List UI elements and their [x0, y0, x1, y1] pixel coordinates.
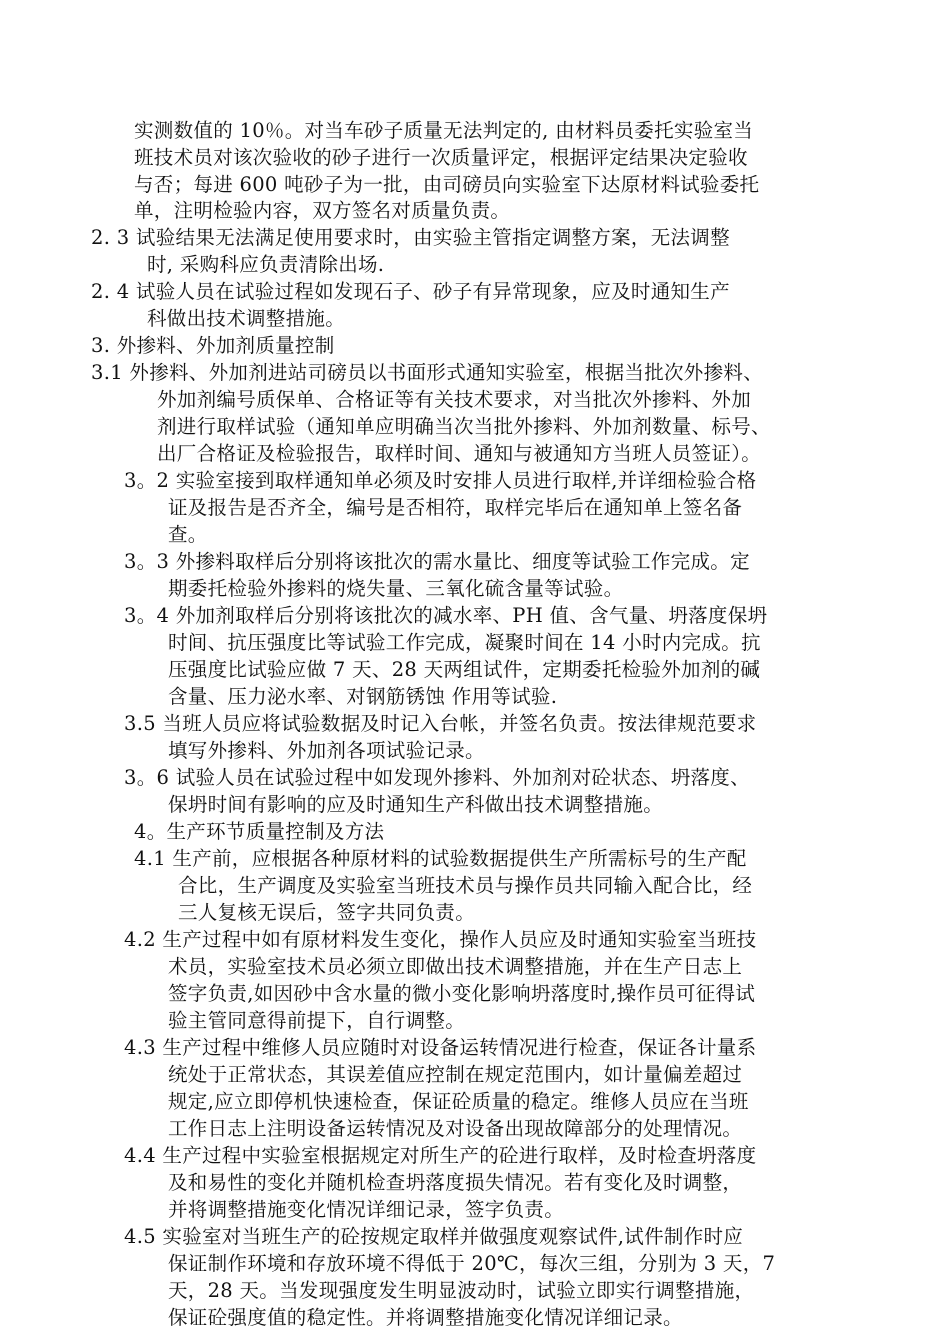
text-line: 期委托检验外掺料的烧失量、三氧化硫含量等试验。: [168, 577, 624, 600]
text-line: 证及报告是否齐全，编号是否相符，取样完毕后在通知单上签名备: [168, 496, 743, 519]
text-line: 3。4 外加剂取样后分别将该批次的减水率、PH 值、含气量、坍落度保坍: [124, 604, 768, 627]
text-line: 三人复核无误后，签字共同负责。: [178, 901, 476, 924]
text-line: 统处于正常状态，其误差值应控制在规定范围内，如计量偏差超过: [168, 1063, 743, 1086]
text-line: 3。6 试验人员在试验过程中如发现外掺料、外加剂对砼状态、坍落度、: [124, 766, 750, 789]
text-line: 规定,应立即停机快速检查，保证砼质量的稳定。维修人员应在当班: [168, 1090, 749, 1113]
text-line: 时间、抗压强度比等试验工作完成，凝聚时间在 14 小时内完成。抗: [168, 631, 761, 654]
text-line: 并将调整措施变化情况详细记录，签字负责。: [168, 1198, 565, 1221]
text-line: 填写外掺料、外加剂各项试验记录。: [168, 739, 485, 762]
text-line: 剂进行取样试验（通知单应明确当次当批外掺料、外加剂数量、标号、: [157, 415, 771, 438]
text-line: 压强度比试验应做 7 天、28 天两组试件，定期委托检验外加剂的碱: [168, 658, 761, 681]
text-line: 3.5 当班人员应将试验数据及时记入台帐，并签名负责。按法律规范要求: [124, 712, 757, 735]
text-line: 4.2 生产过程中如有原材料发生变化，操作人员应及时通知实验室当班技: [124, 928, 757, 951]
text-line: 及和易性的变化并随机检查坍落度损失情况。若有变化及时调整，: [168, 1171, 743, 1194]
text-line: 4.5 实验室对当班生产的砼按规定取样并做强度观察试件,试件制作时应: [124, 1225, 744, 1248]
text-line: 2. 4 试验人员在试验过程如发现石子、砂子有异常现象，应及时通知生产: [91, 280, 730, 303]
text-line: 4.4 生产过程中实验室根据规定对所生产的砼进行取样，及时检查坍落度: [124, 1144, 757, 1167]
text-line: 查。: [168, 523, 208, 546]
text-line: 外加剂编号质保单、合格证等有关技术要求，对当批次外掺料、外加: [157, 388, 752, 411]
text-line: 班技术员对该次验收的砂子进行一次质量评定，根据评定结果决定验收: [134, 146, 748, 169]
text-line: 合比，生产调度及实验室当班技术员与操作员共同输入配合比，经: [178, 874, 753, 897]
text-line: 3。3 外掺料取样后分别将该批次的需水量比、细度等试验工作完成。定: [124, 550, 750, 573]
text-line: 保坍时间有影响的应及时通知生产科做出技术调整措施。: [168, 793, 664, 816]
text-line: 保证砼强度值的稳定性。并将调整措施变化情况详细记录。: [168, 1306, 683, 1329]
text-line: 3。2 实验室接到取样通知单必须及时安排人员进行取样,并详细检验合格: [124, 469, 757, 492]
text-line: 4.1 生产前，应根据各种原材料的试验数据提供生产所需标号的生产配: [134, 847, 747, 870]
text-line: 含量、压力泌水率、对钢筋锈蚀 作用等试验.: [168, 685, 558, 708]
text-line: 4.3 生产过程中维修人员应随时对设备运转情况进行检查，保证各计量系: [124, 1036, 757, 1059]
text-line: 保证制作环境和存放环境不得低于 20℃，每次三组，分别为 3 天，7: [168, 1252, 776, 1275]
text-line: 3.1 外掺料、外加剂进站司磅员以书面形式通知实验室，根据当批次外掺料、: [91, 361, 764, 384]
section-heading: 4。生产环节质量控制及方法: [134, 820, 385, 843]
text-line: 工作日志上注明设备运转情况及对设备出现故障部分的处理情况。: [168, 1117, 743, 1140]
text-line: 单，注明检验内容，双方签名对质量负责。: [134, 199, 511, 222]
text-line: 与否；每进 600 吨砂子为一批，由司磅员向实验室下达原材料试验委托: [134, 173, 760, 196]
text-line: 签字负责,如因砂中含水量的微小变化影响坍落度时,操作员可征得试: [168, 982, 756, 1005]
text-line: 天，28 天。当发现强度发生明显波动时，试验立即实行调整措施，: [168, 1279, 755, 1302]
text-line: 验主管同意得前提下，自行调整。: [168, 1009, 466, 1032]
text-line: 实测数值的 10％。对当车砂子质量无法判定的, 由材料员委托实验室当: [134, 119, 754, 142]
text-line: 术员，实验室技术员必须立即做出技术调整措施，并在生产日志上: [168, 955, 743, 978]
text-line: 2. 3 试验结果无法满足使用要求时，由实验主管指定调整方案，无法调整: [91, 226, 730, 249]
text-line: 出厂合格证及检验报告，取样时间、通知与被通知方当班人员签证）。: [157, 442, 762, 465]
section-heading: 3. 外掺料、外加剂质量控制: [91, 334, 335, 357]
text-line: 时, 采购科应负责清除出场.: [147, 253, 385, 276]
text-line: 科做出技术调整措施。: [147, 307, 346, 330]
